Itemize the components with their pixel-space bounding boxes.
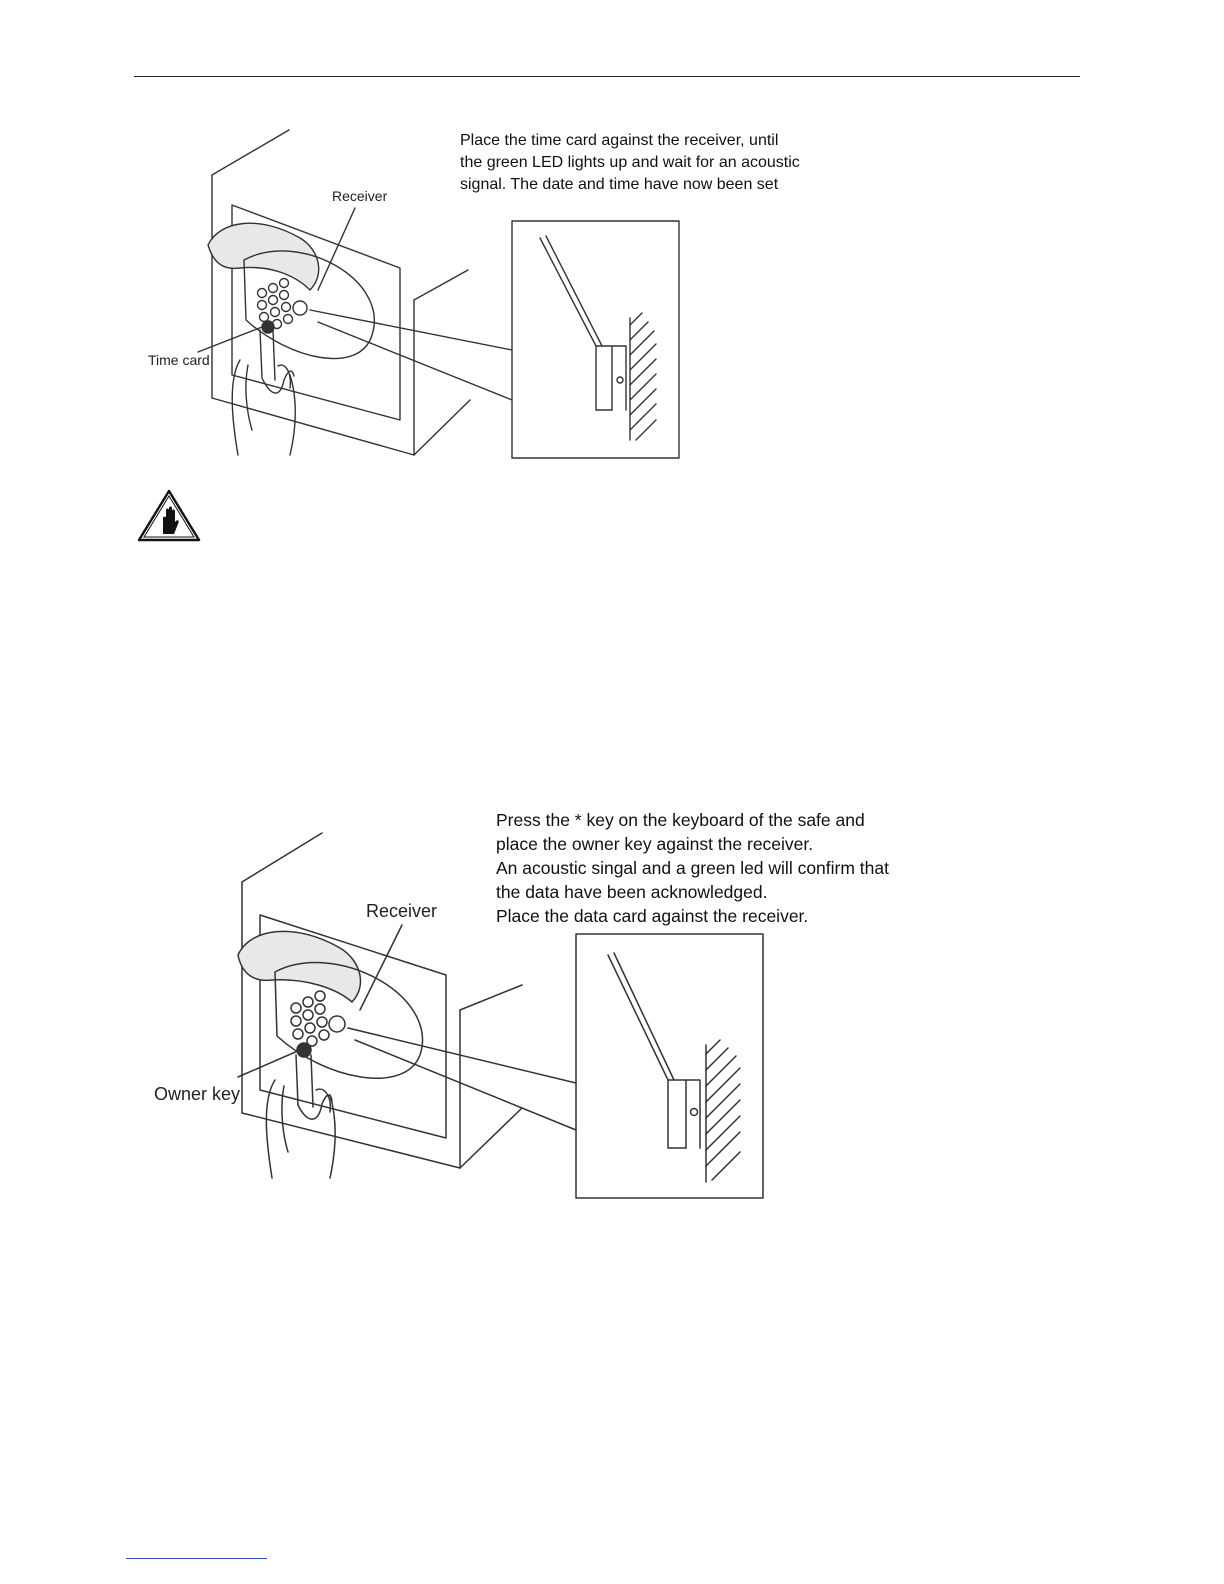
- receiver-label-1: Receiver: [332, 188, 388, 204]
- caption-line: Place the data card against the receiver.: [496, 906, 809, 926]
- caption-line: Press the * key on the keyboard of the safe and: [496, 810, 865, 830]
- caption-line: place the owner key against the receiver.: [496, 834, 814, 854]
- caption-line: the data have been acknowledged.: [496, 882, 768, 902]
- owner-key-label: Owner key: [154, 1084, 241, 1104]
- caption-owner-key: [496, 808, 889, 928]
- caption-line: signal. The date and time have now been set: [460, 176, 779, 193]
- receiver-detail-2: [576, 934, 763, 1198]
- caption-line: Place the time card against the receiver, until: [460, 132, 779, 149]
- caption-line: the green LED lights up and wait for an acoustic: [460, 154, 800, 171]
- footer-link-underline[interactable]: [126, 1558, 267, 1559]
- caption-line: An acoustic singal and a green led will confirm that: [496, 858, 889, 878]
- receiver-label-2: Receiver: [366, 901, 438, 921]
- time-card-label: Time card: [148, 352, 210, 368]
